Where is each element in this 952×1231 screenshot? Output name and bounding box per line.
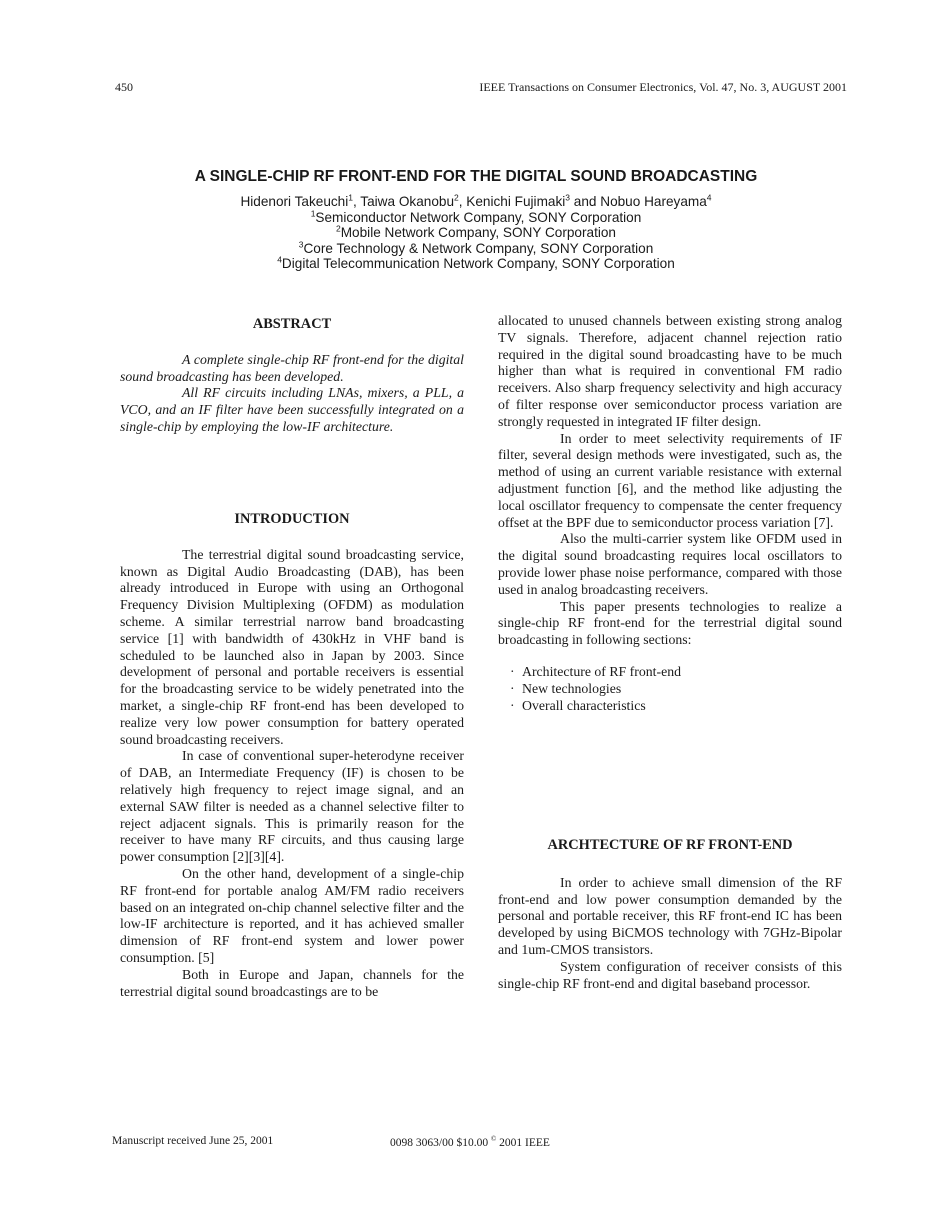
author-affiliation-mark: 2 — [454, 192, 459, 203]
author-block — [0, 194, 952, 272]
affiliation — [0, 241, 952, 257]
author-name: , Taiwa Okanobu — [353, 194, 455, 209]
bullet-icon: · — [510, 680, 515, 696]
architecture-heading: ARCHTECTURE OF RF FRONT-END — [547, 837, 793, 853]
introduction-heading: INTRODUCTION — [234, 511, 350, 527]
affiliation-text: Mobile Network Company, SONY Corporation — [340, 225, 616, 241]
list-item-text: New technologies — [522, 680, 622, 696]
sections-list — [498, 664, 842, 714]
author-name: Hidenori Takeuchi — [240, 194, 349, 209]
author-affiliation-mark: 1 — [348, 192, 353, 203]
affiliation-mark: 2 — [336, 223, 341, 234]
introduction-section — [120, 511, 464, 1000]
list-item — [510, 664, 842, 681]
body-paragraph: In order to achieve small dimension of the RF front-end and low power consumption demanded by the personal and portable receiver, this RF front-end IC has been developed by using BiCMOS technology with 7GHz-Bipolar and 1um-CMOS transistors. — [498, 874, 842, 957]
body-paragraph: Also the multi-carrier system like OFDM used in the digital sound broadcasting requires local oscillators to provide lower phase noise performance, compared with those used in analog broadcasting receivers. — [498, 531, 842, 597]
author-name: and Nobuo Hareyama — [570, 194, 707, 209]
body-paragraph: The terrestrial digital sound broadcasting service, known as Digital Audio Broadcasting (DAB), has been already introduced in Europe with using an Orthogonal Frequency Division Multiplexing (OFDM) as modulation scheme. A similar terrestrial narrow band broadcasting service [1] with bandwidth of 430kHz in VHF band is scheduled to be launched also in Japan by 2003. Since development of personal and portable receivers is essential for the broadcasting service to be widely penetrated into the market, a single-chip RF front-end has been developed to realize very low power consumption for battery operated sound broadcasting receivers. — [120, 546, 464, 747]
manuscript-received: Manuscript received June 25, 2001 — [112, 1135, 274, 1147]
affiliation-mark: 1 — [310, 208, 316, 219]
architecture-section — [498, 837, 842, 992]
author-affiliation-mark: 3 — [565, 192, 571, 203]
copyright-symbol: © — [490, 1135, 497, 1143]
affiliation — [0, 225, 952, 241]
affiliation — [0, 256, 952, 272]
abstract-paragraph: All RF circuits including LNAs, mixers, a PLL, a VCO, and an IF filter have been successfully integrated on a single-chip by employing the low-IF architecture. — [120, 385, 464, 434]
journal-header: IEEE Transactions on Consumer Electronics, Vol. 47, No. 3, AUGUST 2001 — [479, 80, 847, 94]
right-column-text — [498, 313, 842, 714]
body-paragraph: In case of conventional super-heterodyne receiver of DAB, an Intermediate Frequency (IF) is chosen to be relatively high frequency to reject image signal, and an external SAW filter is needed as a channel selective filter to reject adjacent signals. This is primarily reason for the receiver to have many RF circuits, and thus causing large power consumption [2][3][4]. — [120, 748, 464, 865]
issn-code: 0098 3063/00 $10.00 — [390, 1136, 489, 1149]
affiliation-text: Core Technology & Network Company, SONY Corporation — [303, 240, 654, 256]
affiliation-text: Semiconductor Network Company, SONY Corporation — [315, 209, 642, 225]
body-paragraph: Both in Europe and Japan, channels for the terrestrial digital sound broadcastings are to be — [120, 966, 464, 999]
copyright-text: 2001 IEEE — [496, 1136, 550, 1149]
copyright-line — [390, 1135, 550, 1149]
affiliation-mark: 3 — [298, 239, 304, 250]
author-affiliation-mark: 4 — [706, 192, 712, 203]
paper-title: A SINGLE-CHIP RF FRONT-END FOR THE DIGITAL SOUND BROADCASTING — [194, 168, 758, 185]
page-number: 450 — [115, 80, 133, 94]
body-paragraph-continued: allocated to unused channels between existing strong analog TV signals. Therefore, adjacent channel rejection ratio required in the digital sound broadcasting have to be much higher than what is required in conventional FM radio receivers. Also sharp frequency selectivity and high accuracy of filter response over semiconductor process variation are strongly requested in integrated IF filter design. — [498, 313, 842, 429]
author-name: , Kenichi Fujimaki — [458, 194, 566, 209]
list-item — [510, 681, 842, 698]
list-item-text: Overall characteristics — [522, 697, 646, 713]
abstract-section — [120, 316, 464, 436]
list-item-text: Architecture of RF front-end — [522, 663, 681, 679]
author-list — [0, 194, 952, 210]
body-paragraph: This paper presents technologies to realize a single-chip RF front-end for the terrestrial digital sound broadcasting in following sections: — [498, 598, 842, 648]
body-paragraph: In order to meet selectivity requirements of IF filter, several design methods were investigated, such as, the method of using an current variable resistance with external adjustment function [6], and the method like adjusting the local oscillator frequency to compensate the center frequency offset at the BPF due to semiconductor process variation [7]. — [498, 430, 842, 530]
list-item — [510, 698, 842, 715]
abstract-heading: ABSTRACT — [252, 316, 332, 332]
abstract-paragraph: A complete single-chip RF front-end for the digital sound broadcasting has been developed. — [120, 351, 464, 384]
affiliation — [0, 210, 952, 226]
body-paragraph: System configuration of receiver consists of this single-chip RF front-end and digital baseband processor. — [498, 958, 842, 991]
bullet-icon: · — [510, 697, 515, 713]
affiliation-mark: 4 — [277, 254, 282, 265]
affiliation-text: Digital Telecommunication Network Company, SONY Corporation — [281, 256, 675, 272]
bullet-icon: · — [510, 663, 515, 679]
body-paragraph: On the other hand, development of a single-chip RF front-end for portable analog AM/FM radio receivers based on an integrated on-chip channel selective filter and the low-IF architecture is reported, and it has achieved smaller dimension of RF front-end system and lower power consumption. [5] — [120, 865, 464, 965]
